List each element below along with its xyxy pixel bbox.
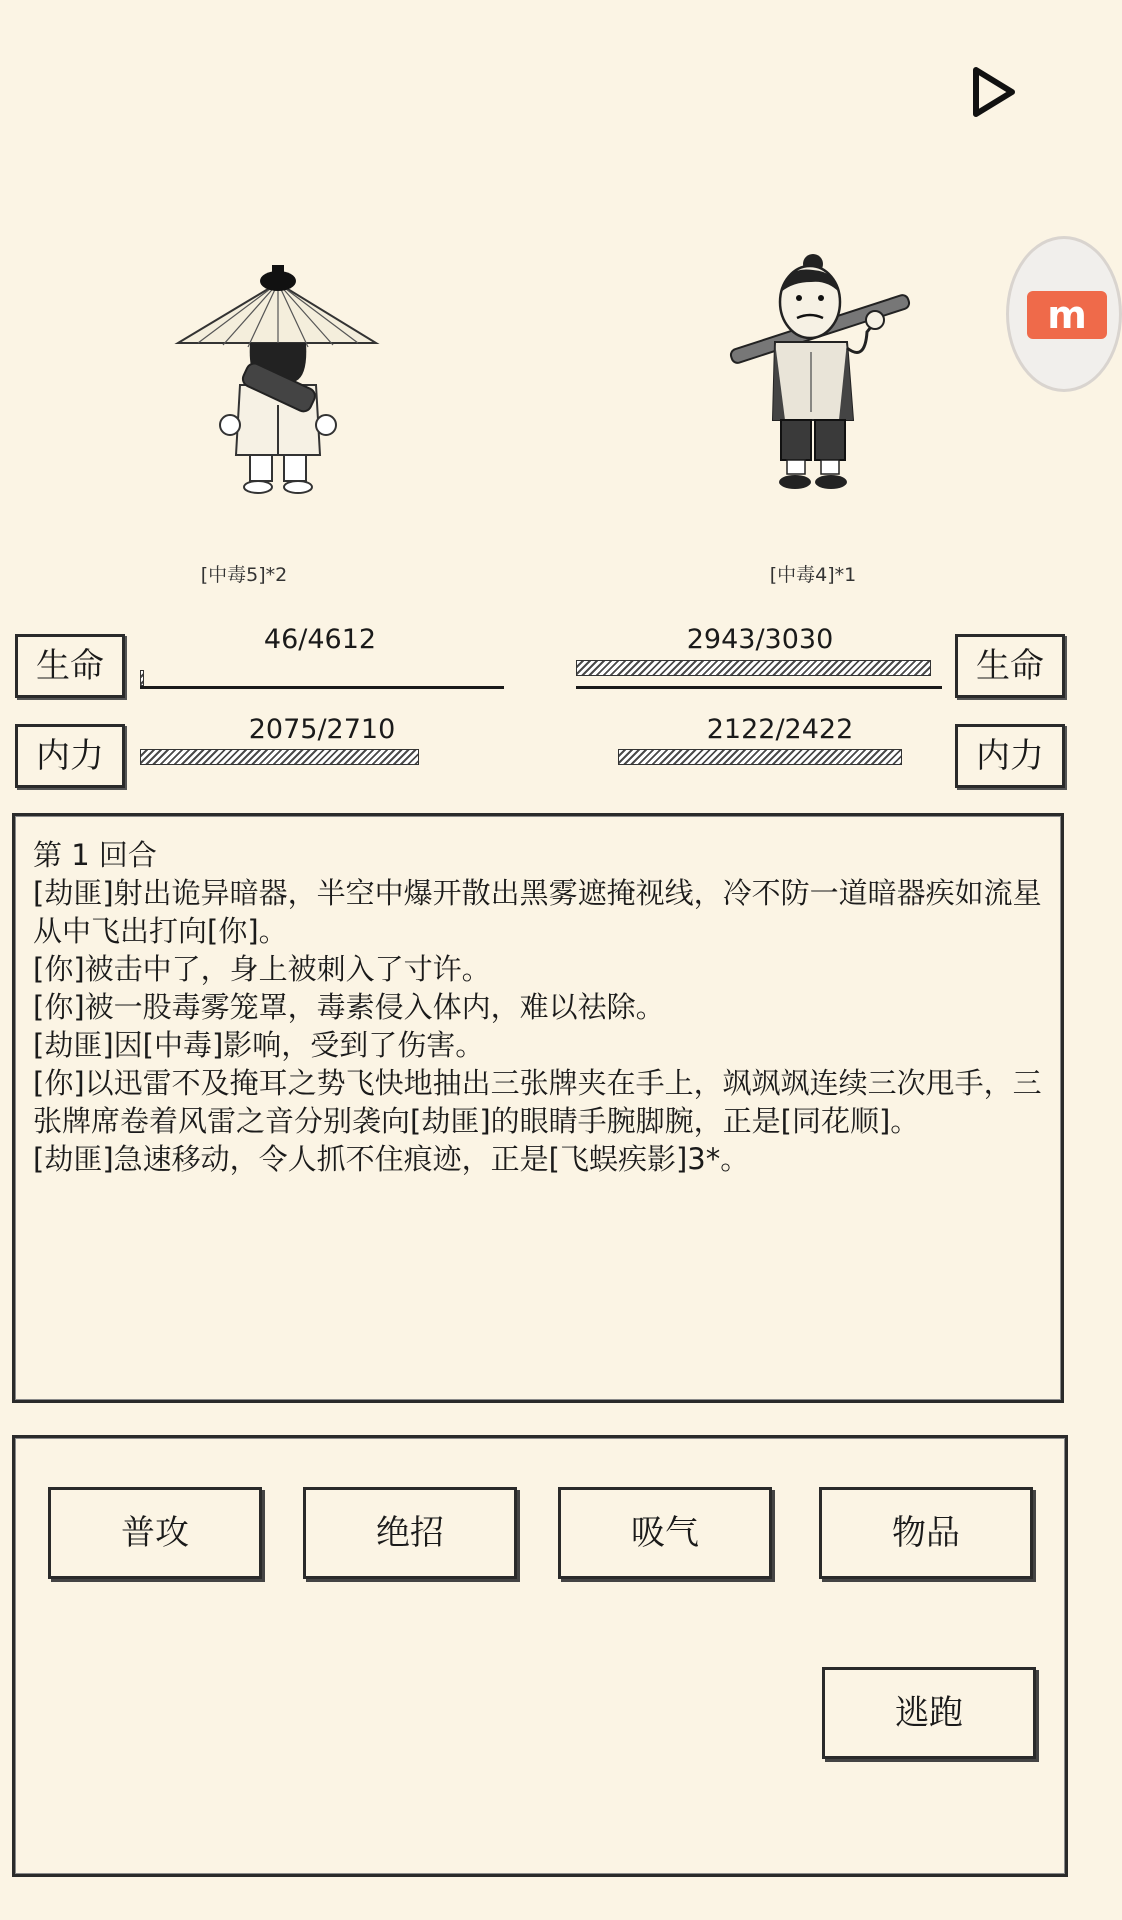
player-hp-value: 46/4612	[263, 624, 377, 655]
enemy-hp-bar	[576, 660, 942, 689]
player-hp-bar	[140, 670, 504, 689]
player-mp-fill	[140, 749, 419, 765]
player-character	[168, 255, 388, 495]
badge-logo-icon: m	[1027, 291, 1107, 339]
enemy-mp-value: 2122/2422	[706, 714, 854, 745]
enemy-hp-fill	[576, 660, 931, 676]
attack-button[interactable]: 普攻	[48, 1487, 262, 1579]
enemy-status-effect: [中毒4]*1	[769, 564, 857, 586]
breathe-button[interactable]: 吸气	[558, 1487, 772, 1579]
enemy-hp-value: 2943/3030	[686, 624, 834, 655]
items-button[interactable]: 物品	[819, 1487, 1033, 1579]
enemy-mp-bar	[618, 749, 942, 765]
enemy-character	[715, 252, 935, 492]
enemy-mp-fill	[618, 749, 902, 765]
enemy-mp-label: 内力	[955, 724, 1065, 788]
player-hp-label: 生命	[15, 634, 125, 698]
play-icon[interactable]	[968, 66, 1020, 118]
battle-log-panel[interactable]	[12, 813, 1064, 1403]
player-mp-label: 内力	[15, 724, 125, 788]
player-mp-value: 2075/2710	[248, 714, 396, 745]
player-status-effect: [中毒5]*2	[200, 564, 288, 586]
battle-log-text: 第 1 回合 [劫匪]射出诡异暗器，半空中爆开散出黑雾遮掩视线，冷不防一道暗器疾如流星从中飞出打向[你]。 [你]被击中了，身上被刺入了寸许。 [你]被一股毒雾笼罩，毒素侵入体内，难以祛除。 [劫匪]因[中毒]影响，受到了伤害。 [你]以迅雷不及掩耳之势飞快地抽出三张牌夹在手上，飒飒飒连续三次甩手，三张牌席卷着风雷之音分别袭向[劫匪]的眼睛手腕脚腕，正是[同花顺]。 [劫匪]急速移动，令人抓不住痕迹，正是[飞蜈疾影]3*。	[33, 838, 1042, 1176]
player-mp-bar	[140, 749, 504, 765]
floating-app-badge[interactable]	[1006, 236, 1122, 392]
flee-button[interactable]: 逃跑	[822, 1667, 1036, 1759]
enemy-hp-label: 生命	[955, 634, 1065, 698]
special-move-button[interactable]: 绝招	[303, 1487, 517, 1579]
player-hp-fill	[140, 670, 144, 686]
